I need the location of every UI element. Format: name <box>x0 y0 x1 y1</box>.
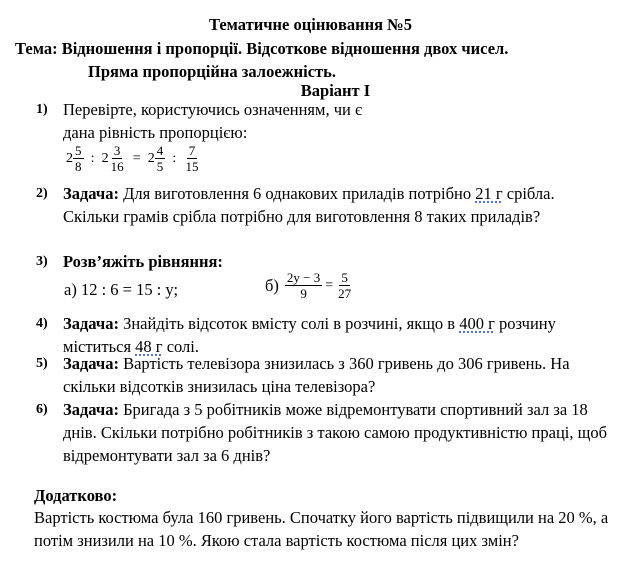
task-text-part: Знайдіть відсоток вмісту солі в розчині, якщо в <box>123 314 456 333</box>
task-number: 2) <box>36 186 48 201</box>
task-number: 3) <box>36 254 48 269</box>
operator: = <box>132 151 141 166</box>
worksheet-title: Тематичне оцінювання №5 <box>208 15 413 34</box>
equation-b-label: б) <box>265 276 279 295</box>
task-text-part: срібла. Скільки грамів срібла потрібно для виготовлення 8 таких приладів? <box>63 184 555 226</box>
task-label: Задача: <box>63 354 119 373</box>
task-label: Задача: <box>63 184 119 203</box>
task-text-part: Вартість телевізора знизилась з 360 гривень до 306 гривень. На скільки відсотків знизилась ціна телевізора? <box>63 354 570 396</box>
task-label: Задача: <box>63 314 119 333</box>
mixed-whole: 2 <box>101 151 109 166</box>
fraction: $\frac{5}{8}$ <box>75 143 82 174</box>
task-number: 5) <box>36 356 48 371</box>
task-value: 400 г <box>459 314 495 333</box>
task-value: 21 г <box>475 184 503 203</box>
task-text: Перевірте, користуючись означенням, чи є дана рівність пропорцією: <box>63 100 363 142</box>
proportion-equation <box>66 143 200 174</box>
equation-a: а) 12 : 6 = 15 : у; <box>64 280 179 299</box>
fraction: $\frac{5}{27}$ <box>338 270 352 301</box>
task-number: 6) <box>36 402 48 417</box>
fraction: $\frac{7}{15}$ <box>185 143 199 174</box>
operator: = <box>325 278 334 293</box>
operator: : <box>90 151 95 166</box>
task-text-part: солі. <box>166 337 200 356</box>
fraction: $\frac{3}{16}$ <box>110 143 124 174</box>
mixed-whole: 2 <box>147 151 155 166</box>
extra-heading: Додатково: <box>34 486 118 505</box>
topic-line-2: Пряма пропорційна залоежність. <box>88 62 336 81</box>
task-label: Задача: <box>63 400 119 419</box>
task-label: Розв’яжіть рівняння: <box>63 252 223 271</box>
task-text <box>63 398 613 467</box>
task-text-part: Бригада з 5 робітників може відремонтувати спортивний зал за 18 днів. Скільки потрібно робітників з такою самою продуктивністю праці, щоб відремонтувати зал за 6 днів? <box>63 400 607 465</box>
task-text <box>63 182 613 228</box>
task-text-part: Для виготовлення 6 однакових приладів потрібно <box>123 184 472 203</box>
equation-b <box>265 270 353 301</box>
variant-heading: Варіант I <box>300 81 371 100</box>
task-value: 48 г <box>135 337 163 356</box>
topic-line-1: Тема: Відношення і пропорції. Відсоткове відношення двох чисел. <box>15 39 509 58</box>
task-number: 4) <box>36 316 48 331</box>
task-number: 1) <box>36 102 48 117</box>
task-text-part: розчину міститься <box>63 314 556 356</box>
fraction: $\frac{2y - 3}{9}$ <box>286 270 321 301</box>
task-text <box>63 352 613 398</box>
fraction: $\frac{4}{5}$ <box>156 143 164 174</box>
operator: : <box>172 151 177 166</box>
mixed-whole: 2 <box>66 151 73 166</box>
extra-text: Вартість костюма була 160 гривень. Спочатку його вартість підвищили на 20 %, а потім знизили на 10 %. Якою стала вартість костюма після цих змін? <box>34 508 609 550</box>
